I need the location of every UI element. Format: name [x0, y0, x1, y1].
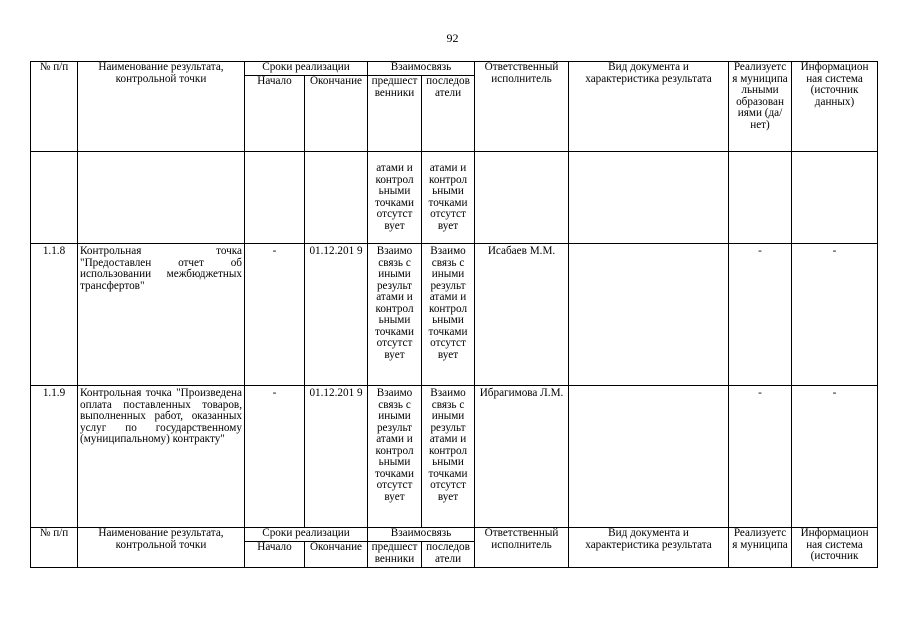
row-info-system: -	[792, 386, 878, 528]
repeat-header-row-top	[31, 528, 878, 542]
header-doc-type: Вид документа и характеристика результата	[569, 62, 729, 152]
row-succ: Взаимо связь с иными результ атами и контрол ьными точками отсутст вует	[422, 244, 475, 386]
table-row-continuation	[31, 152, 878, 244]
row-start: -	[245, 386, 305, 528]
row-doc-type	[569, 244, 729, 386]
header-terms: Сроки реализации	[245, 62, 368, 76]
repeat-header-terms: Сроки реализации	[245, 528, 368, 542]
row-name: Контрольная точка "Произведена оплата поставленных товаров, выполненных работ, оказанных услуг по государственному (муниципальному) контракту"	[78, 386, 245, 528]
header-pred: предшест венники	[368, 76, 422, 152]
repeat-header-end: Окончание	[305, 542, 368, 568]
header-relation: Взаимосвязь	[368, 62, 475, 76]
repeat-header-doc-type: Вид документа и характеристика результата	[569, 528, 729, 568]
row-number: 1.1.9	[31, 386, 78, 528]
header-num: № п/п	[31, 62, 78, 152]
table-row	[31, 386, 878, 528]
repeat-header-succ: последов атели	[422, 542, 475, 568]
repeat-header-info-system: Информацион ная система (источник	[792, 528, 878, 568]
row-executor: Ибрагимова Л.М.	[475, 386, 569, 528]
table-row	[31, 244, 878, 386]
continuation-pred: атами и контрол ьными точками отсутст вует	[368, 152, 422, 244]
row-start: -	[245, 244, 305, 386]
header-info-system: Информацион ная система (источник данных)	[792, 62, 878, 152]
row-doc-type	[569, 386, 729, 528]
repeat-header-municipal: Реализуетс я муниципа	[729, 528, 792, 568]
header-municipal: Реализуетс я муниципа льными образован иями (да/нет)	[729, 62, 792, 152]
results-table	[30, 61, 878, 568]
row-pred: Взаимо связь с иными результ атами и контрол ьными точками отсутст вует	[368, 386, 422, 528]
header-succ: последов атели	[422, 76, 475, 152]
header-name: Наименование результата, контрольной точки	[78, 62, 245, 152]
header-end: Окончание	[305, 76, 368, 152]
row-info-system: -	[792, 244, 878, 386]
repeat-header-num: № п/п	[31, 528, 78, 568]
row-succ: Взаимо связь с иными результ атами и контрол ьными точками отсутст вует	[422, 386, 475, 528]
header-start: Начало	[245, 76, 305, 152]
row-municipal: -	[729, 244, 792, 386]
row-pred: Взаимо связь с иными результ атами и контрол ьными точками отсутст вует	[368, 244, 422, 386]
page-number: 92	[446, 31, 459, 45]
continuation-succ: атами и контрол ьными точками отсутст вует	[422, 152, 475, 244]
header-row-top	[31, 62, 878, 76]
row-number: 1.1.8	[31, 244, 78, 386]
repeat-header-executor: Ответственный исполнитель	[475, 528, 569, 568]
repeat-header-start: Начало	[245, 542, 305, 568]
header-executor: Ответственный исполнитель	[475, 62, 569, 152]
repeat-header-relation: Взаимосвязь	[368, 528, 475, 542]
row-name: Контрольная точка "Предоставлен отчет об использовании межбюджетных трансфертов"	[78, 244, 245, 386]
row-executor: Исабаев М.М.	[475, 244, 569, 386]
row-end: 01.12.201 9	[305, 244, 368, 386]
repeat-header-pred: предшест венники	[368, 542, 422, 568]
repeat-header-name: Наименование результата, контрольной точки	[78, 528, 245, 568]
row-end: 01.12.201 9	[305, 386, 368, 528]
row-municipal: -	[729, 386, 792, 528]
